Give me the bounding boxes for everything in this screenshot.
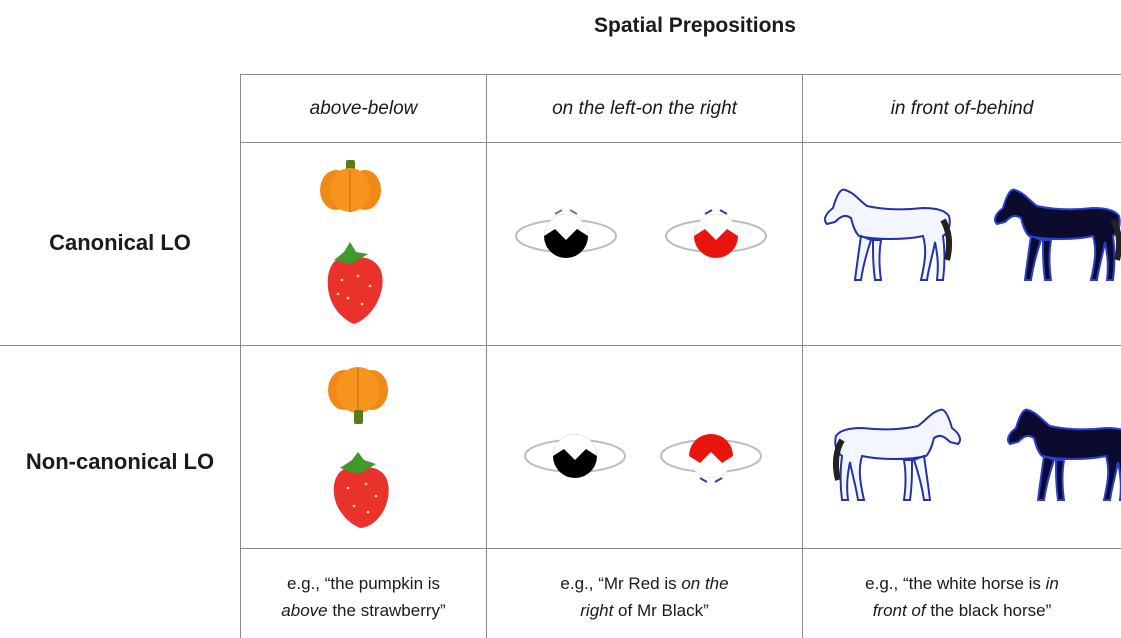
grid-line-examples-top: [240, 548, 1121, 549]
diagram-title: Spatial Prepositions: [594, 14, 796, 37]
example-text: the black horse”: [925, 601, 1052, 620]
example-text: the strawberry”: [327, 601, 446, 620]
example-text: e.g., “the pumpkin is: [286, 574, 441, 593]
mr-black-icon: [525, 434, 625, 478]
non-canonical-pumpkin-strawberry-cell: [300, 360, 420, 535]
strawberry-icon: [334, 452, 389, 528]
example-emphasis: on the: [681, 574, 729, 593]
example-emphasis: in: [1045, 574, 1059, 593]
grid-line-col3-left: [802, 74, 803, 638]
mr-red-icon: [661, 434, 761, 482]
grid-line-col2-left: [486, 74, 487, 638]
grid-line-col1-left: [240, 74, 241, 638]
mr-black-icon: [516, 210, 616, 258]
example-front-behind: [803, 570, 1121, 624]
grid-line-header-bottom: [240, 142, 1121, 143]
grid-line-row-divider: [0, 345, 1121, 346]
row-label-canonical: Canonical LO: [49, 230, 191, 255]
row-label-non-canonical: Non-canonical LO: [25, 449, 215, 474]
example-emphasis: right: [580, 601, 614, 620]
example-left-right: [487, 570, 802, 624]
white-horse-icon: [835, 410, 960, 500]
example-text: of Mr Black”: [613, 601, 709, 620]
column-header-front-behind: in front of-behind: [890, 98, 1034, 119]
non-canonical-horses-cell: [828, 400, 1118, 510]
canonical-pumpkin-strawberry-cell: [300, 150, 420, 335]
column-header-above-below: above-below: [309, 98, 418, 119]
grid-line-top: [240, 74, 1121, 75]
example-emphasis: above: [281, 601, 328, 620]
white-horse-icon: [825, 190, 950, 280]
column-header-left-right: on the left-on the right: [552, 98, 737, 119]
example-emphasis: front of: [872, 601, 926, 620]
example-text: e.g., “the white horse is: [865, 574, 1046, 593]
pumpkin-icon: [328, 367, 388, 424]
strawberry-icon: [328, 242, 383, 324]
black-horse-icon: [995, 190, 1120, 280]
example-text: e.g., “Mr Red is: [560, 574, 682, 593]
canonical-mr-black-mr-red-cell: [510, 200, 785, 270]
non-canonical-mr-black-mr-red-cell: [515, 420, 790, 490]
black-horse-icon: [1008, 410, 1121, 500]
mr-red-icon: [666, 210, 766, 258]
example-above-below: [241, 570, 486, 624]
canonical-horses-cell: [815, 180, 1115, 290]
pumpkin-icon: [320, 160, 381, 212]
